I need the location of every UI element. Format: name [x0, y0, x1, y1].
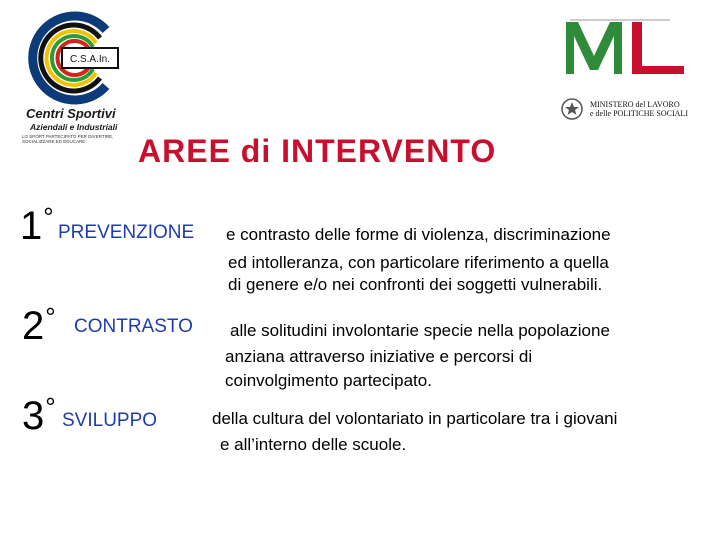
ministry-name: [590, 100, 688, 118]
item-1-line-2: ed intolleranza, con particolare riferimento a quella: [228, 253, 609, 272]
item-2-line-1: alle solitudini involontarie specie nella popolazione: [230, 321, 610, 340]
item-3-number: [22, 392, 56, 438]
item-1-ordinal-mark: °: [43, 202, 54, 232]
csain-badge-text: C.S.A.In.: [69, 54, 111, 65]
csain-name-line1: Centri Sportivi: [26, 106, 116, 121]
item-3-number-value: 3: [22, 394, 45, 438]
item-3-ordinal-mark: °: [45, 392, 56, 422]
csain-logo: [18, 10, 128, 150]
item-2-keyword: CONTRASTO: [74, 316, 193, 337]
item-2-line-3: coinvolgimento partecipato.: [225, 371, 432, 390]
item-2-ordinal-mark: °: [45, 302, 56, 332]
csain-tagline: LO SPORT PARTECIPATO PER DIVERTIRE, SOCIALIZZARE ED EDUCARE: [22, 134, 114, 144]
ministry-ml-emblem-icon: [560, 12, 700, 92]
item-1-number: [20, 202, 54, 248]
item-2-line-2: anziana attraverso iniziative e percorsi di: [225, 347, 533, 366]
item-1-keyword: PREVENZIONE: [58, 222, 195, 243]
item-1-line-3: di genere e/o nei confronti dei soggetti vulnerabili.: [228, 275, 603, 294]
ministry-name-line2: e delle POLITICHE SOCIALI: [590, 109, 688, 118]
ministry-name-line1: MINISTERO del LAVORO: [590, 100, 680, 109]
italian-emblem-icon: [560, 96, 584, 122]
item-1-line-1: e contrasto delle forme di violenza, discriminazione: [226, 225, 611, 244]
item-1-number-value: 1: [20, 204, 43, 248]
item-2-number-value: 2: [22, 304, 45, 348]
csain-emblem-icon: [18, 10, 128, 106]
item-2-number: [22, 302, 56, 348]
csain-name-line2: Aziendali e Industriali: [30, 122, 118, 132]
item-3-line-1: della cultura del volontariato in particolare tra i giovani: [212, 409, 618, 428]
ministry-logo: [560, 12, 700, 124]
item-3-keyword: SVILUPPO: [62, 410, 158, 431]
item-3-line-2: e all’interno delle scuole.: [220, 435, 407, 454]
slide-title: AREE di INTERVENTO: [138, 133, 497, 169]
